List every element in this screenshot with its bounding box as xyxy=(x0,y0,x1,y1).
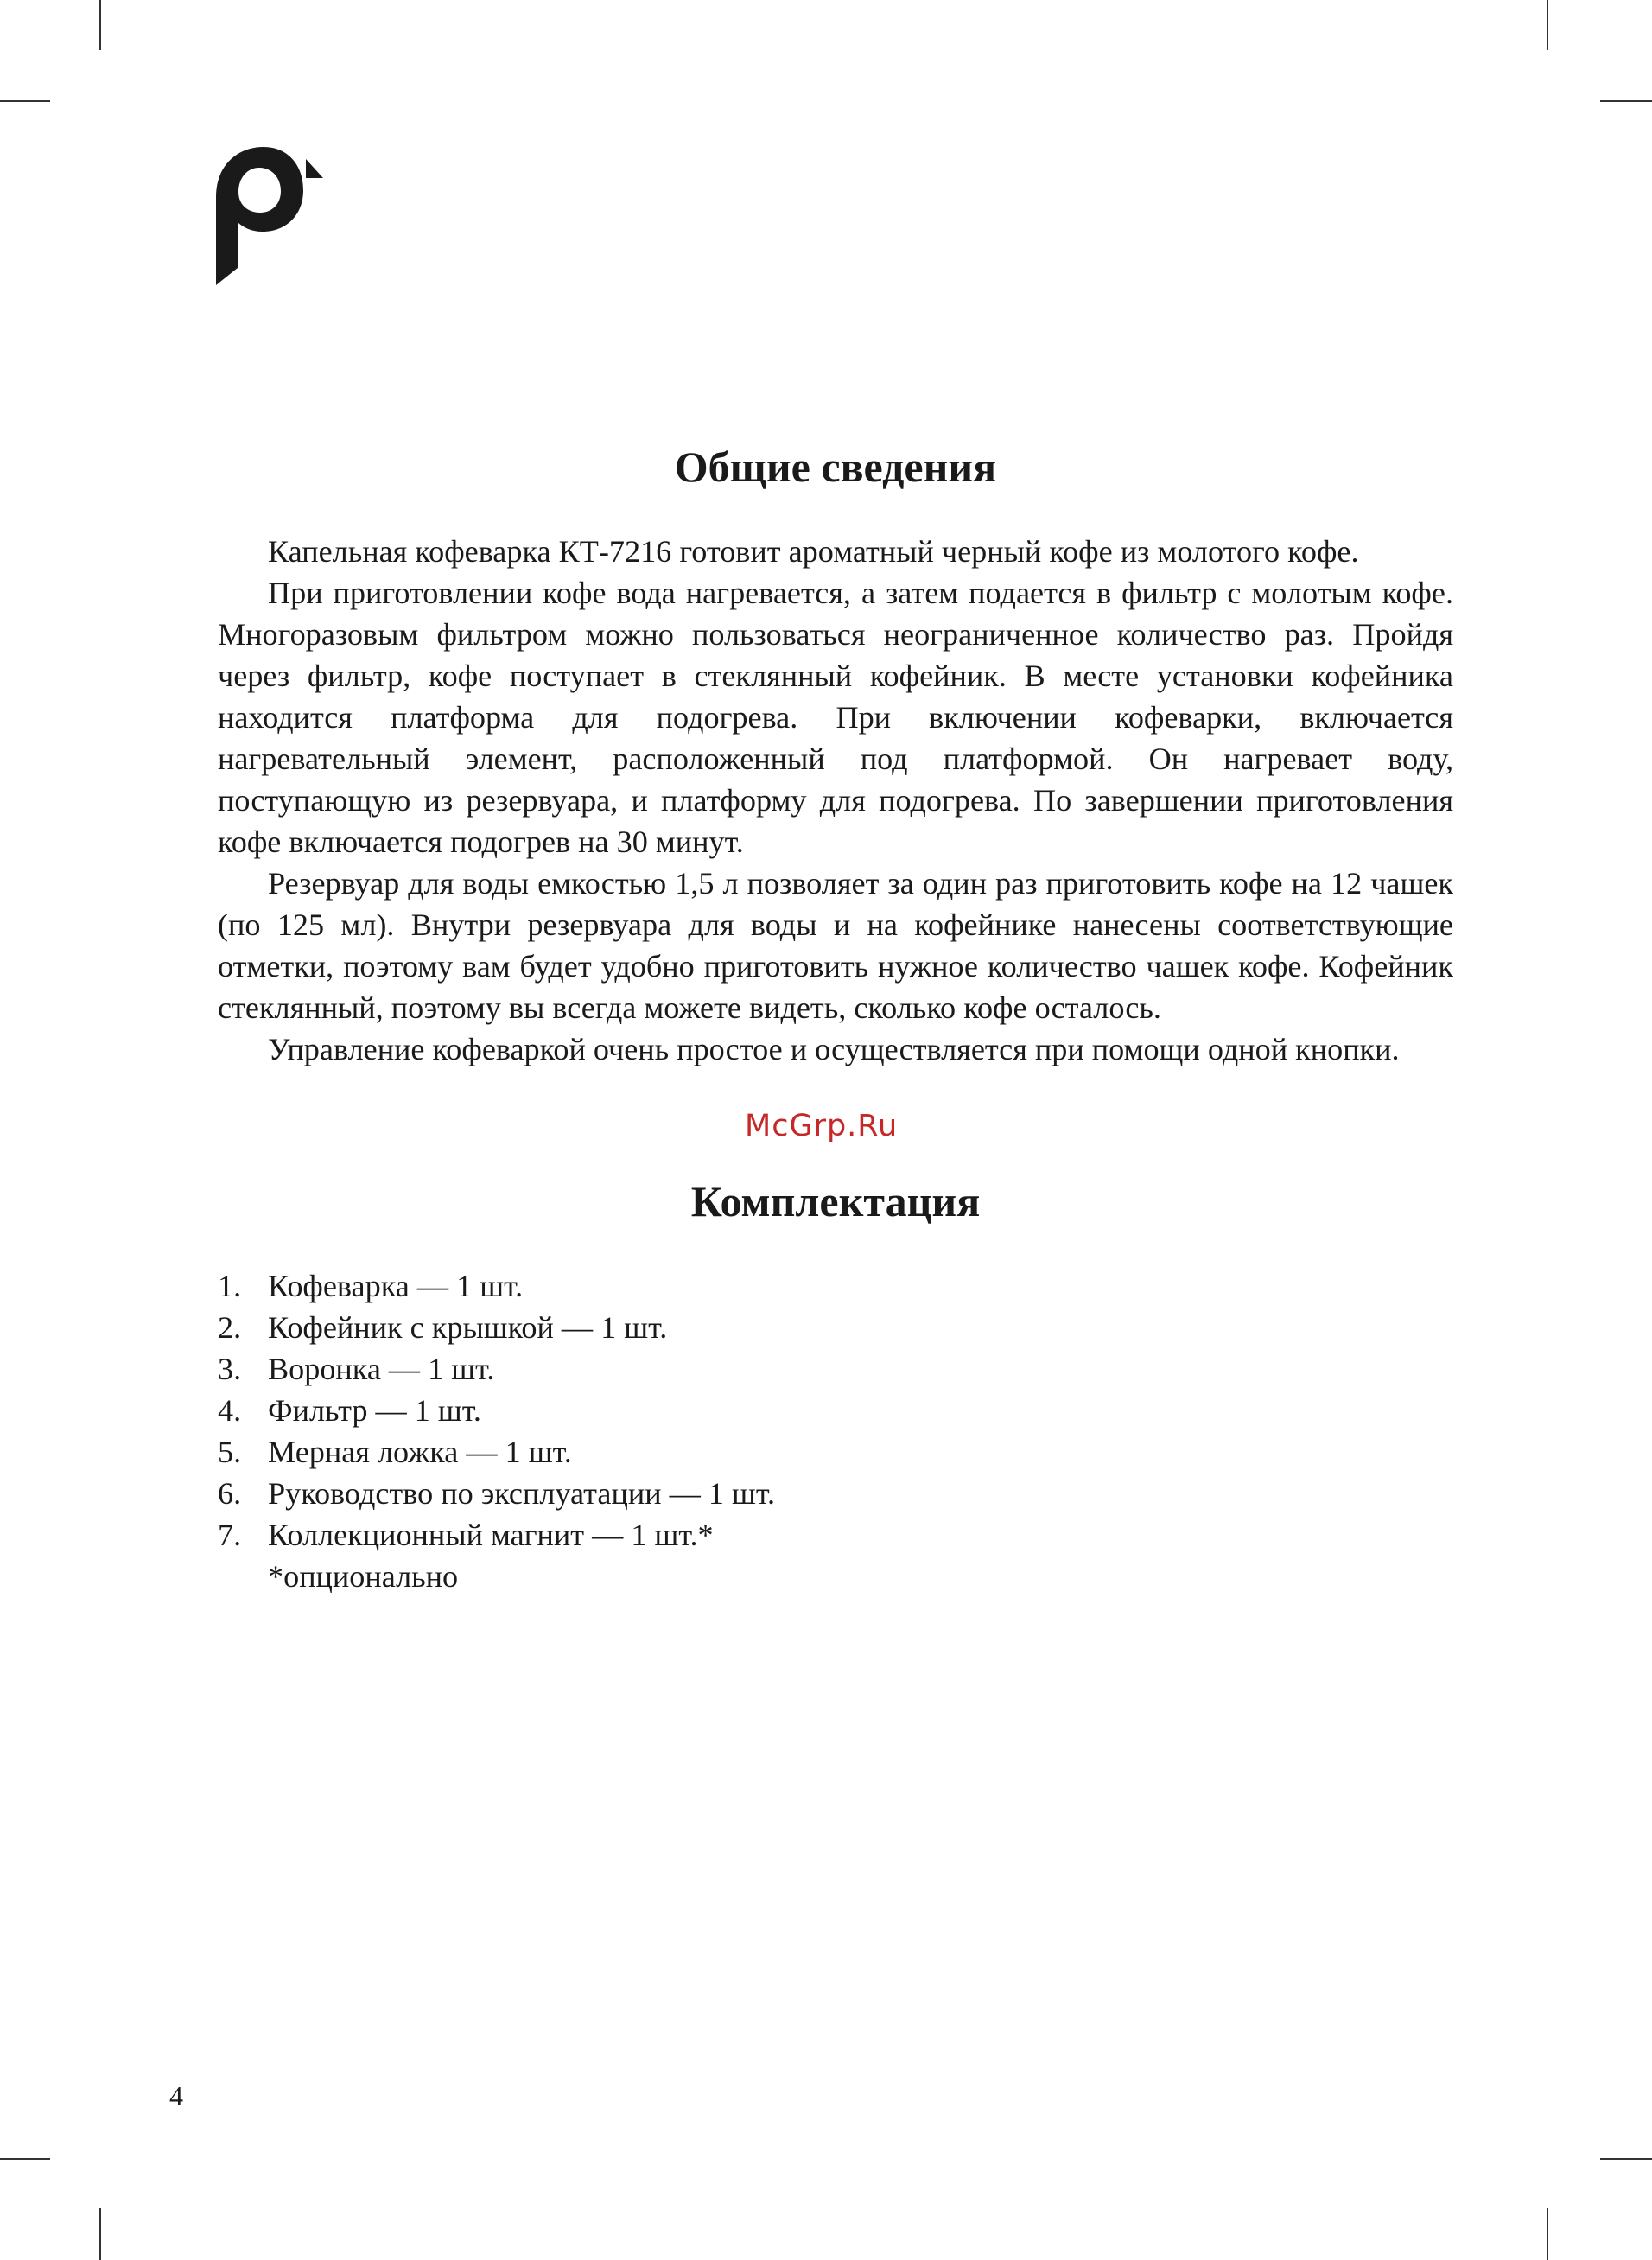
crop-mark-bottom-right-h xyxy=(1600,2158,1652,2160)
equipment-list xyxy=(218,1265,1453,1556)
list-item-number: 4. xyxy=(218,1393,242,1428)
list-item-text: Фильтр — 1 шт. xyxy=(268,1393,481,1428)
crop-mark-bottom-left xyxy=(99,2208,101,2260)
equipment-footnote: *опционально xyxy=(268,1559,459,1594)
crop-mark-top-right-h xyxy=(1600,100,1652,102)
page-content xyxy=(218,441,1453,1597)
general-info-paragraph: Капельная кофеварка КТ-7216 готовит ароматный черный кофе из молотого кофе. xyxy=(268,534,1359,569)
general-info-section xyxy=(218,441,1453,1070)
list-item-number: 3. xyxy=(218,1352,242,1386)
general-info-title: Общие сведения xyxy=(674,442,997,491)
crop-mark-top-left-h xyxy=(0,100,50,102)
list-item-text: Кофейник с крышкой — 1 шт. xyxy=(268,1310,668,1345)
list-item-text: Мерная ложка — 1 шт. xyxy=(268,1435,572,1469)
list-item xyxy=(218,1265,1453,1307)
list-item-number: 7. xyxy=(218,1518,242,1552)
list-item xyxy=(218,1390,1453,1431)
list-item xyxy=(218,1348,1453,1390)
list-item-text: Руководство по эксплуатации — 1 шт. xyxy=(268,1476,776,1511)
watermark: McGrp.Ru xyxy=(745,1109,899,1143)
general-info-paragraph: Управление кофеваркой очень простое и осуществляется при помощи одной кнопки. xyxy=(268,1032,1400,1066)
list-item xyxy=(218,1473,1453,1514)
list-item-number: 1. xyxy=(218,1269,242,1303)
page-number: 4 xyxy=(169,2080,183,2111)
list-item-text: Воронка — 1 шт. xyxy=(268,1352,495,1386)
crop-mark-bottom-left-h xyxy=(0,2158,50,2160)
list-item-number: 2. xyxy=(218,1310,242,1345)
crop-mark-top-right xyxy=(1547,0,1548,50)
list-item-text: Кофеварка — 1 шт. xyxy=(268,1269,524,1303)
general-info-paragraph: При приготовлении кофе вода нагревается, а затем подается в фильтр с молотым кофе. Многоразовым фильтром можно пользоваться неограниченное количество раз. Пройдя через фильтр, кофе поступает в стеклянный кофейник. В месте установки кофейника находится платформа для подогрева. При включении кофеварки, включается нагревательный элемент, расположенный под платформой. Он нагревает воду, поступающую из резервуара, и платформу для подогрева. По завершении приготовления кофе включается подогрев на 30 минут. xyxy=(218,576,1453,859)
brand-p-logo-icon xyxy=(216,147,324,285)
list-item xyxy=(218,1514,1453,1556)
list-item xyxy=(218,1307,1453,1348)
equipment-title: Комплектация xyxy=(690,1177,981,1225)
list-item-text: Коллекционный магнит — 1 шт.* xyxy=(268,1518,714,1552)
list-item xyxy=(218,1431,1453,1473)
list-item-number: 5. xyxy=(218,1435,242,1469)
equipment-section xyxy=(218,1175,1453,1597)
general-info-paragraph: Резервуар для воды емкостью 1,5 л позволяет за один раз приготовить кофе на 12 чашек (по 125 мл). Внутри резервуара для воды и на кофейнике нанесены соответствующие отметки, поэтому вам будет удобно приготовить нужное количество чашек кофе. Кофейник стеклянный, поэтому вы всегда можете видеть, сколько кофе осталось. xyxy=(218,866,1453,1025)
crop-mark-bottom-right xyxy=(1547,2208,1548,2260)
crop-mark-top-left xyxy=(99,0,101,50)
list-item-number: 6. xyxy=(218,1476,242,1511)
